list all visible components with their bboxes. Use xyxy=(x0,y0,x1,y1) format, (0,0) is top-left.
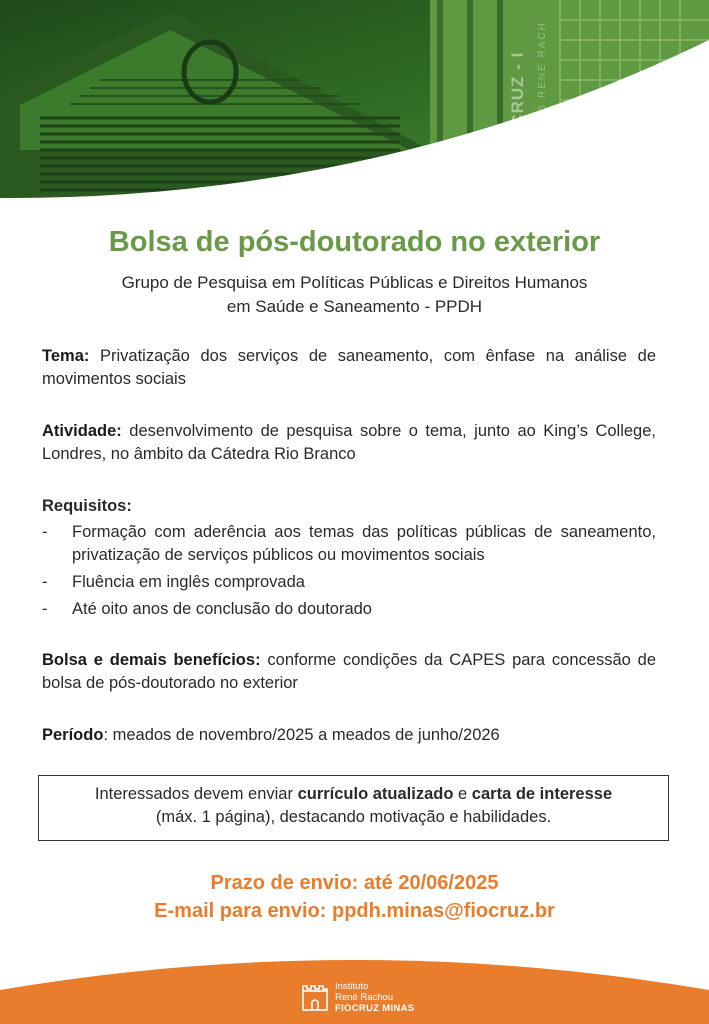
tema-label: Tema: xyxy=(42,347,90,365)
notice-text-2: e xyxy=(453,785,472,803)
requisitos-heading: Requisitos: xyxy=(42,497,132,515)
periodo-label: Período xyxy=(42,726,104,744)
page-title: Bolsa de pós-doutorado no exterior xyxy=(108,226,601,258)
tema-text: Privatização dos serviços de saneamento, com ênfase na análise de movimentos sociais xyxy=(42,347,656,388)
notice-bold-curriculo: currículo atualizado xyxy=(297,785,454,803)
research-group-subtitle xyxy=(80,271,629,319)
subtitle-line-1: Grupo de Pesquisa em Políticas Públicas e Direitos Humanos xyxy=(121,273,588,292)
logo-text xyxy=(335,981,414,1014)
notice-bold-carta: carta de interesse xyxy=(471,785,613,803)
requisito-text: Fluência em inglês comprovada xyxy=(72,573,305,591)
logo-line-1: Instituto xyxy=(335,980,369,992)
periodo-paragraph xyxy=(42,724,656,747)
castle-logo-icon xyxy=(300,982,330,1012)
atividade-paragraph xyxy=(42,420,656,466)
requisito-text: Até oito anos de conclusão do doutorado xyxy=(72,600,372,618)
bullet-dash: - xyxy=(42,573,48,591)
requisito-text: Formação com aderência aos temas das políticas públicas de saneamento, privatização de serviços públicos ou movimentos sociais xyxy=(72,523,656,564)
bullet-dash: - xyxy=(42,523,48,541)
deadline-email[interactable]: E-mail para envio: ppdh.minas@fiocruz.br xyxy=(154,900,555,922)
notice-text-1: Interessados devem enviar xyxy=(94,785,298,803)
bullet-dash: - xyxy=(42,600,48,618)
bolsa-text: conforme condições da CAPES para concessão de bolsa de pós-doutorado no exterior xyxy=(42,651,656,692)
logo-line-3: FIOCRUZ MINAS xyxy=(335,1002,415,1014)
atividade-text: desenvolvimento de pesquisa sobre o tema, junto ao King’s College, Londres, no âmbito da Cátedra Rio Branco xyxy=(42,422,656,463)
list-item xyxy=(42,598,656,621)
atividade-label: Atividade: xyxy=(42,422,122,440)
deadline-date: Prazo de envio: até 20/06/2025 xyxy=(210,872,499,894)
periodo-text: : meados de novembro/2025 a meados de junho/2026 xyxy=(103,726,500,744)
list-item xyxy=(42,571,656,594)
bolsa-paragraph xyxy=(42,649,656,695)
building-photo-illustration xyxy=(0,0,709,205)
deadline-block xyxy=(0,869,709,925)
notice-text-line-2: (máx. 1 página), destacando motivação e habilidades. xyxy=(155,808,552,826)
bolsa-label: Bolsa e demais benefícios: xyxy=(42,651,261,669)
institute-logo xyxy=(300,977,414,1017)
building-sign-text: FIOCRUZ - I xyxy=(508,51,527,158)
header-photo-banner xyxy=(0,0,709,205)
logo-line-2: René Rachou xyxy=(335,991,394,1003)
application-notice-box xyxy=(38,775,669,841)
requisitos-list xyxy=(42,521,656,625)
list-item xyxy=(42,521,656,567)
tema-paragraph xyxy=(42,345,656,391)
building-sign-subtext: USAS RENÉ RACH xyxy=(537,21,548,138)
subtitle-line-2: em Saúde e Saneamento - PPDH xyxy=(226,297,483,316)
